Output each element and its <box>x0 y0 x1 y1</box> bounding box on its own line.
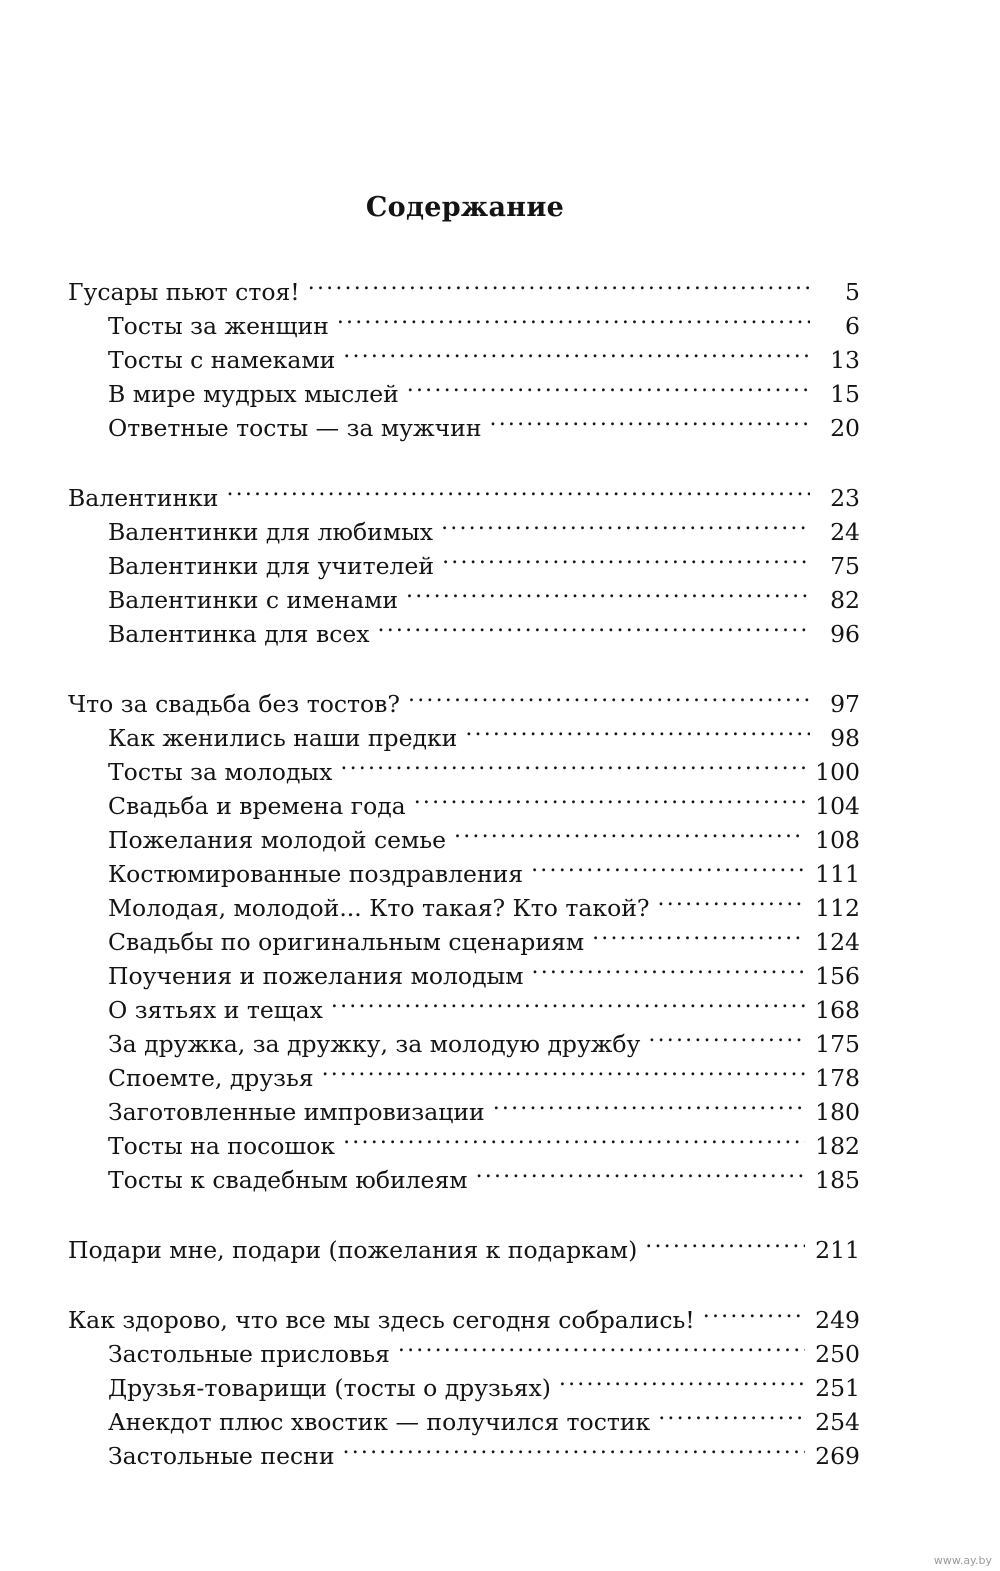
dot-leader <box>493 1086 805 1120</box>
toc-entry-title: Как женились наши предки <box>108 724 458 752</box>
toc-entry-title: О зятьях и тещах <box>108 996 323 1024</box>
toc-page-number: 96 <box>830 620 860 648</box>
dot-leader <box>648 1018 805 1052</box>
toc-section <box>68 266 860 442</box>
toc-page-number: 24 <box>830 518 860 546</box>
dot-leader <box>454 814 805 848</box>
toc-page-number: 108 <box>815 826 860 854</box>
dot-leader <box>398 1328 805 1362</box>
dot-leader <box>322 1052 806 1086</box>
toc-page-number: 156 <box>815 962 860 990</box>
toc-page-number: 250 <box>815 1340 860 1368</box>
dot-leader <box>407 368 810 402</box>
toc-entry-title: Ответные тосты — за мужчин <box>108 414 482 442</box>
dot-leader <box>658 1396 805 1430</box>
toc-section <box>68 1294 860 1470</box>
dot-leader <box>408 678 810 712</box>
toc-section <box>68 472 860 648</box>
toc-entry-title: Тосты на посошок <box>108 1132 336 1160</box>
toc-page-number: 254 <box>815 1408 860 1436</box>
dot-leader <box>343 1430 806 1464</box>
dot-leader <box>531 848 805 882</box>
toc-page-number: 6 <box>845 312 860 340</box>
toc-entry-title: Друзья-товарищи (тосты о друзьях) <box>108 1374 551 1402</box>
dot-leader <box>658 882 806 916</box>
toc-entry-title: Валентинка для всех <box>108 620 370 648</box>
toc-entry-title: Валентинки <box>68 484 219 512</box>
toc-entry-title: Валентинки для учителей <box>108 552 435 580</box>
dot-leader <box>226 472 810 506</box>
toc-entry-title: Что за свадьба без тостов? <box>68 690 401 718</box>
toc-entry-title: Свадьбы по оригинальным сценариям <box>108 928 585 956</box>
dot-leader <box>441 506 810 540</box>
toc-page-number: 23 <box>830 484 860 512</box>
dot-leader <box>592 916 805 950</box>
toc-entry-title: Молодая, молодой... Кто такая? Кто такой? <box>108 894 650 922</box>
toc-section <box>68 678 860 1194</box>
toc-entry-title: Пожелания молодой семье <box>108 826 447 854</box>
dot-leader <box>406 574 810 608</box>
watermark-text: www.ay.by <box>933 1554 992 1567</box>
toc-entry-title: Анекдот плюс хвостик — получился тостик <box>108 1408 651 1436</box>
toc-entry-title: Валентинки для любимых <box>108 518 434 546</box>
toc-entry-title: Как здорово, что все мы здесь сегодня собрались! <box>68 1306 695 1334</box>
dot-leader <box>337 300 810 334</box>
dot-leader <box>308 266 810 300</box>
toc-page-number: 178 <box>815 1064 860 1092</box>
toc-page-number: 104 <box>815 792 860 820</box>
toc-page-number: 98 <box>830 724 860 752</box>
toc-entry-title: Тосты за женщин <box>108 312 329 340</box>
toc-entry-title: Тосты с намеками <box>108 346 336 374</box>
toc-page-number: 13 <box>830 346 860 374</box>
dot-leader <box>645 1224 805 1258</box>
toc-entry-title: Застольные присловья <box>108 1340 390 1368</box>
toc-entry <box>68 678 860 718</box>
toc-page-number: 211 <box>815 1236 860 1264</box>
toc-page-number: 175 <box>815 1030 860 1058</box>
toc-page-number: 20 <box>830 414 860 442</box>
dot-leader <box>343 1120 805 1154</box>
toc-section <box>68 1224 860 1264</box>
dot-leader <box>703 1294 805 1328</box>
toc-entry <box>68 472 860 512</box>
dot-leader <box>476 1154 806 1188</box>
toc-page-number: 5 <box>845 278 860 306</box>
toc-page-number: 251 <box>815 1374 860 1402</box>
toc-entry-title: Подари мне, подари (пожелания к подаркам) <box>68 1236 638 1264</box>
toc-entry-title: Заготовленные импровизации <box>108 1098 485 1126</box>
toc-page-number: 168 <box>815 996 860 1024</box>
dot-leader <box>490 402 811 436</box>
toc-entry-title: Костюмированные поздравления <box>108 860 524 888</box>
dot-leader <box>414 780 805 814</box>
toc-entry-title: За дружка, за дружку, за молодую дружбу <box>108 1030 641 1058</box>
toc-page-number: 111 <box>815 860 860 888</box>
toc-page-number: 75 <box>830 552 860 580</box>
toc-entry-title: Тосты к свадебным юбилеям <box>108 1166 468 1194</box>
toc-page-number: 97 <box>830 690 860 718</box>
toc-page-number: 15 <box>830 380 860 408</box>
toc-page-number: 112 <box>815 894 860 922</box>
toc-page-number: 185 <box>815 1166 860 1194</box>
toc-entry <box>68 1224 860 1264</box>
toc-entry-title: Застольные песни <box>108 1442 335 1470</box>
dot-leader <box>340 746 805 780</box>
dot-leader <box>532 950 806 984</box>
toc-page-number: 180 <box>815 1098 860 1126</box>
toc-page-number: 82 <box>830 586 860 614</box>
toc-page-number: 124 <box>815 928 860 956</box>
toc-entry-title: Гусары пьют стоя! <box>68 278 300 306</box>
table-of-contents <box>68 266 860 1470</box>
toc-page-number: 249 <box>815 1306 860 1334</box>
toc-page-number: 269 <box>815 1442 860 1470</box>
dot-leader <box>343 334 810 368</box>
dot-leader <box>378 608 810 642</box>
toc-entry-title: Свадьба и времена года <box>108 792 406 820</box>
dot-leader <box>331 984 805 1018</box>
toc-entry-title: Поучения и пожелания молодым <box>108 962 524 990</box>
toc-entry-title: Споемте, друзья <box>108 1064 314 1092</box>
dot-leader <box>559 1362 805 1396</box>
toc-entry <box>68 1294 860 1334</box>
toc-page-number: 182 <box>815 1132 860 1160</box>
dot-leader <box>442 540 810 574</box>
toc-page-number: 100 <box>815 758 860 786</box>
toc-entry <box>68 266 860 306</box>
page-title: Содержание <box>365 192 565 223</box>
dot-leader <box>465 712 810 746</box>
toc-entry-title: В мире мудрых мыслей <box>108 380 399 408</box>
toc-entry-title: Валентинки с именами <box>108 586 399 614</box>
toc-entry-title: Тосты за молодых <box>108 758 333 786</box>
